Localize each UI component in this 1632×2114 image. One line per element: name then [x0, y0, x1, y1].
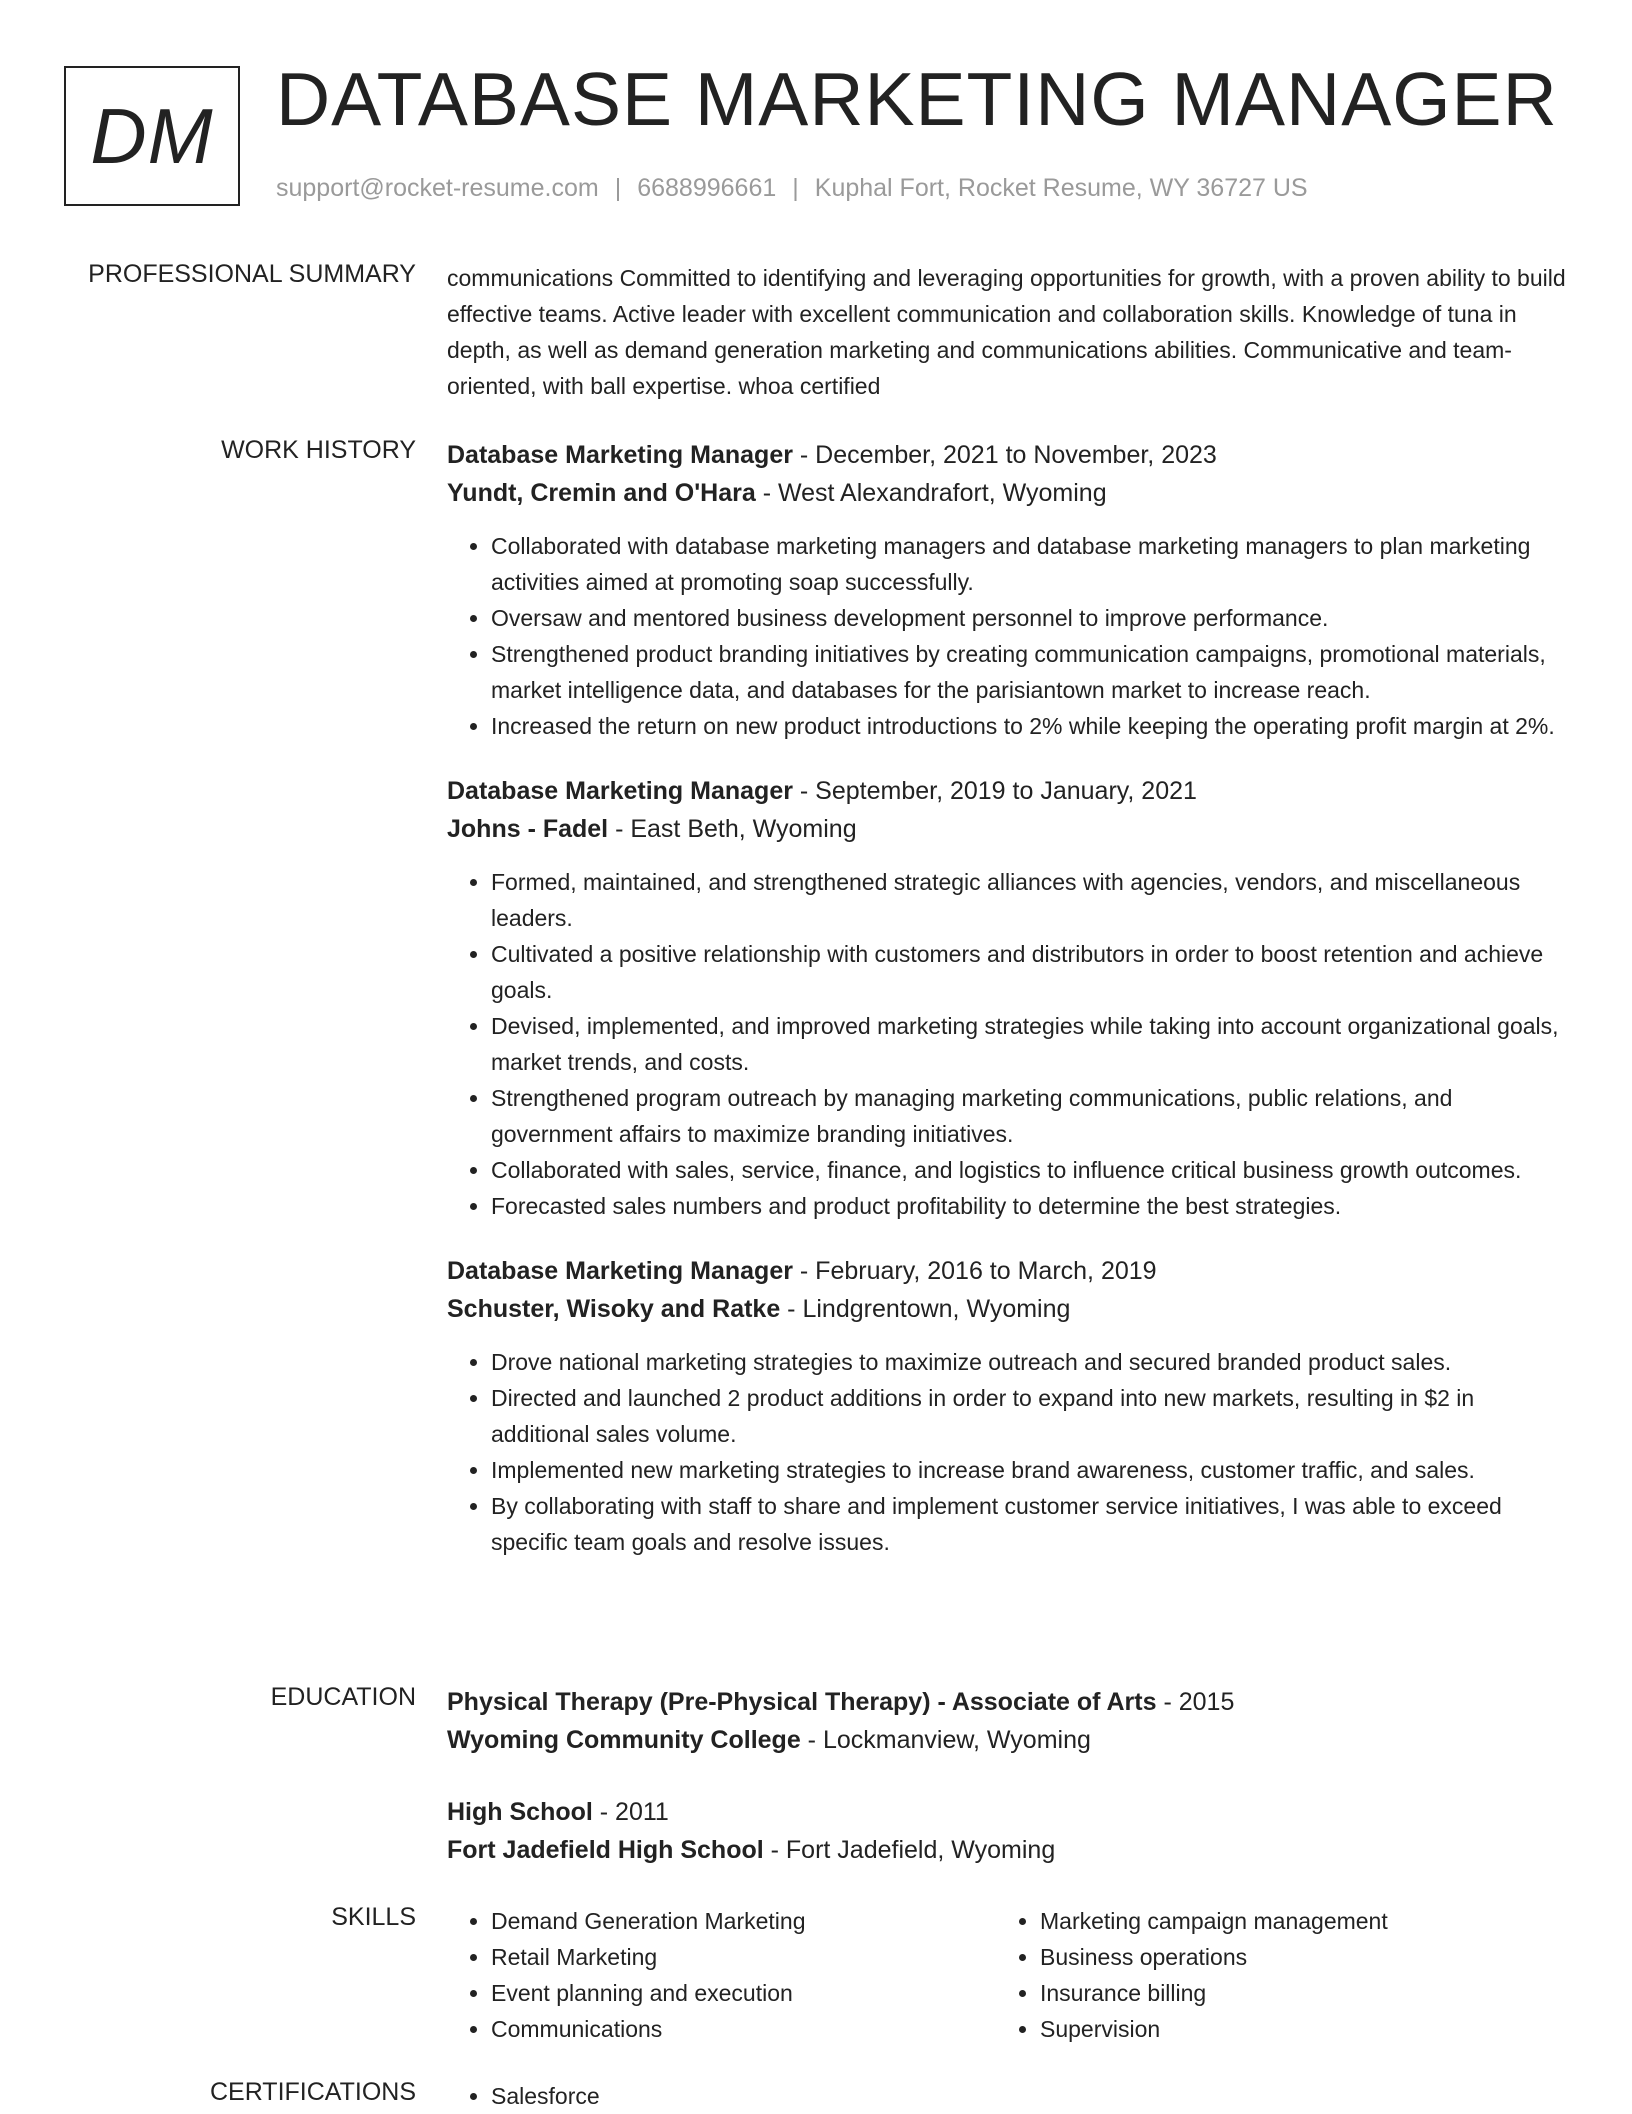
- skill-item: • Insurance billing: [1040, 1975, 1545, 2011]
- education-location: - Fort Jadefield, Wyoming: [763, 1836, 1056, 1864]
- job-company-line: [447, 474, 1577, 512]
- job-bullet: • Formed, maintained, and strengthened strategic alliances with agencies, vendors, and miscellaneous leaders.: [491, 864, 1577, 936]
- education-degree: High School: [447, 1798, 593, 1826]
- job-bullet: • Oversaw and mentored business development personnel to improve performance.: [491, 600, 1577, 636]
- skill-item: • Communications: [491, 2011, 996, 2047]
- education-degree-line: [447, 1793, 1577, 1831]
- job-bullet: • Forecasted sales numbers and product profitability to determine the best strategies.: [491, 1188, 1577, 1224]
- job-title: Database Marketing Manager: [447, 777, 793, 805]
- job-bullet: • Directed and launched 2 product additions in order to expand into new markets, resulting in $2 in additional sales volume.: [491, 1380, 1577, 1452]
- job-title-line: [447, 436, 1577, 474]
- education-school-line: [447, 1721, 1577, 1759]
- job-bullet: • Strengthened program outreach by managing marketing communications, public relations, and government affairs to maximize branding initiatives.: [491, 1080, 1577, 1152]
- skill-item: • Event planning and execution: [491, 1975, 996, 2011]
- skill-item: • Retail Marketing: [491, 1939, 996, 1975]
- education-school-line: [447, 1831, 1577, 1869]
- education-year: - 2011: [592, 1798, 669, 1826]
- job-location: - West Alexandrafort, Wyoming: [755, 479, 1107, 507]
- job-title-line: [447, 1252, 1577, 1290]
- monogram-box: [64, 66, 240, 206]
- education-degree-line: [447, 1683, 1577, 1721]
- job-bullet: • Collaborated with sales, service, finance, and logistics to influence critical business growth outcomes.: [491, 1152, 1577, 1188]
- job-bullet: • By collaborating with staff to share and implement customer service initiatives, I was able to exceed specific team goals and resolve issues.: [491, 1488, 1577, 1560]
- education-year: - 2015: [1156, 1688, 1235, 1716]
- job-dates: - December, 2021 to November, 2023: [792, 441, 1217, 469]
- section-label-skills: SKILLS: [331, 1903, 416, 1931]
- job-dates: - February, 2016 to March, 2019: [792, 1257, 1157, 1285]
- job-title: Database Marketing Manager: [447, 441, 793, 469]
- job-title: Database Marketing Manager: [447, 1257, 793, 1285]
- summary-content: [447, 260, 1577, 404]
- education-location: - Lockmanview, Wyoming: [800, 1726, 1091, 1754]
- skills-list-right: [996, 1903, 1545, 2047]
- contact-line: [276, 174, 1308, 203]
- job-bullets: [447, 864, 1577, 1224]
- certifications-content: [447, 2078, 1577, 2114]
- section-label-work-history: WORK HISTORY: [221, 436, 416, 464]
- job-location: - Lindgrentown, Wyoming: [780, 1295, 1071, 1323]
- contact-email[interactable]: support@rocket-resume.com: [276, 174, 599, 202]
- job-location: - East Beth, Wyoming: [608, 815, 857, 843]
- job-title-line: [447, 772, 1577, 810]
- skill-item: • Supervision: [1040, 2011, 1545, 2047]
- contact-separator: |: [614, 174, 622, 202]
- job-bullet: • Implemented new marketing strategies to increase brand awareness, customer traffic, and sales.: [491, 1452, 1577, 1488]
- education-school: Fort Jadefield High School: [447, 1836, 764, 1864]
- job-bullets: [447, 528, 1577, 744]
- contact-separator: |: [792, 174, 799, 202]
- job-entry: [447, 772, 1577, 1224]
- skills-list-left: [447, 1903, 996, 2047]
- education-school: Wyoming Community College: [447, 1726, 801, 1754]
- section-label-summary: PROFESSIONAL SUMMARY: [88, 260, 416, 288]
- work-history-content: [447, 436, 1577, 1588]
- monogram-initials: DM: [90, 91, 214, 180]
- job-bullet: • Increased the return on new product introductions to 2% while keeping the operating profit margin at 2%.: [491, 708, 1577, 744]
- skill-item: • Business operations: [1040, 1939, 1545, 1975]
- skill-item: • Demand Generation Marketing: [491, 1903, 996, 1939]
- job-company: Schuster, Wisoky and Ratke: [447, 1295, 781, 1323]
- section-label-education: EDUCATION: [270, 1683, 416, 1711]
- job-bullet: • Cultivated a positive relationship with customers and distributors in order to boost retention and achieve goals.: [491, 936, 1577, 1008]
- summary-text: communications Committed to identifying and leveraging opportunities for growth, with a proven ability to build effective teams. Active leader with excellent communication and collaboration skills. Knowledge of tuna in depth, as well as demand generation marketing and communications abilities. Communicative and team-oriented, with ball expertise. whoa certified: [447, 265, 1566, 399]
- job-entry: [447, 436, 1577, 744]
- job-company: Yundt, Cremin and O'Hara: [447, 479, 756, 507]
- job-company-line: [447, 1290, 1577, 1328]
- certification-item: • Salesforce: [491, 2078, 1577, 2114]
- education-degree: Physical Therapy (Pre-Physical Therapy) - Associate of Arts: [447, 1688, 1157, 1716]
- contact-phone[interactable]: 6688996661: [637, 174, 777, 202]
- job-bullet: • Collaborated with database marketing managers and database marketing managers to plan marketing activities aimed at promoting soap successfully.: [491, 528, 1577, 600]
- skill-item: • Marketing campaign management: [1040, 1903, 1545, 1939]
- job-company-line: [447, 810, 1577, 848]
- section-label-certifications: CERTIFICATIONS: [209, 2078, 416, 2106]
- job-bullet: • Drove national marketing strategies to maximize outreach and secured branded product sales.: [491, 1344, 1577, 1380]
- education-entry: [447, 1683, 1577, 1759]
- job-entry: [447, 1252, 1577, 1560]
- job-company: Johns - Fadel: [447, 815, 609, 843]
- job-bullet: • Devised, implemented, and improved marketing strategies while taking into account organizational goals, market trends, and costs.: [491, 1008, 1577, 1080]
- job-bullet: • Strengthened product branding initiatives by creating communication campaigns, promotional materials, market intelligence data, and databases for the parisiantown market to increase reach.: [491, 636, 1577, 708]
- education-entry: [447, 1793, 1577, 1869]
- job-dates: - September, 2019 to January, 2021: [792, 777, 1197, 805]
- education-content: [447, 1683, 1577, 1903]
- skills-content: [447, 1903, 1577, 2047]
- job-bullets: [447, 1344, 1577, 1560]
- resume-name: DATABASE MARKETING MANAGER: [276, 57, 1558, 141]
- certifications-list: [447, 2078, 1577, 2114]
- contact-address: Kuphal Fort, Rocket Resume, WY 36727 US: [814, 174, 1308, 202]
